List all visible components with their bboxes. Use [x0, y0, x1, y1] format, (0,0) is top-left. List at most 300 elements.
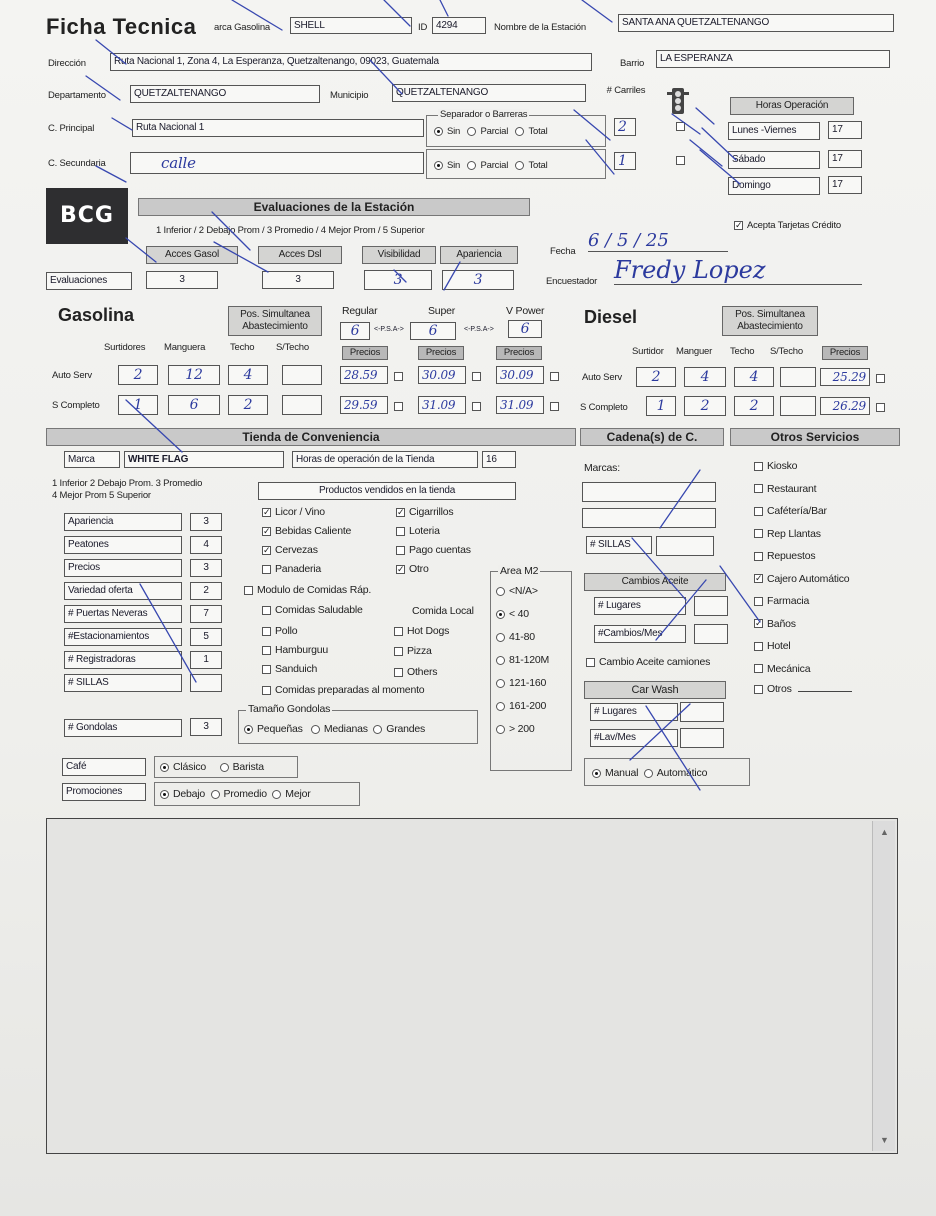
area-option [496, 585, 538, 597]
gas-sc-precio-super[interactable]: 31.09 [418, 396, 466, 414]
hamburgu-label: Hamburguu [275, 644, 329, 656]
manual-label: Manual [605, 767, 639, 779]
debajo-label: Debajo [173, 788, 206, 800]
carwash-type-options [592, 767, 707, 779]
producto-checkbox[interactable]: ✓ [397, 563, 405, 574]
dsl-sc-surtidor[interactable]: 1 [646, 396, 676, 416]
carriles-2-field[interactable]: 1 [614, 152, 636, 170]
otros-checkbox[interactable] [754, 685, 763, 694]
carriles-label: # Carriles [606, 85, 646, 96]
separador-1-total-radio[interactable] [515, 127, 524, 136]
precios-diesel-button[interactable]: Precios [822, 346, 868, 360]
otros-line[interactable] [798, 691, 852, 692]
area-option-label: 81-120M [509, 654, 550, 666]
c-principal-field[interactable]: Ruta Nacional 1 [132, 119, 424, 137]
otro-servicio-item [754, 573, 849, 585]
marcas-field-1[interactable] [582, 482, 716, 502]
producto-item [396, 563, 429, 575]
carriles-1-field[interactable]: 2 [614, 118, 636, 136]
tienda-rating-value[interactable]: 3 [190, 513, 222, 531]
otros-label: Otros [767, 683, 792, 695]
c-secundaria-label: C. Secundaria [48, 158, 106, 169]
otro-servicio-label: Mecánica [767, 662, 811, 675]
encuestador-value[interactable]: Fredy Lopez [614, 256, 862, 285]
clasico-radio[interactable] [160, 763, 169, 772]
area-option [496, 631, 535, 643]
carriles-2-check-wrap [676, 154, 689, 166]
producto-label: Licor / Vino [275, 506, 325, 518]
gas-as-precio-regular[interactable]: 28.59 [340, 366, 388, 384]
promedio-label: Promedio [223, 788, 267, 800]
tienda-rating-value[interactable]: 3 [190, 559, 222, 577]
otro-servicio-label: Cafétería/Bar [767, 505, 827, 517]
cafe-label: Café [62, 758, 146, 776]
gas-as-techo[interactable]: 4 [228, 365, 268, 385]
col-techo-d-label: Techo [730, 346, 755, 357]
gas-sc-stecho[interactable] [282, 395, 322, 415]
dsl-as-manguera[interactable]: 4 [684, 367, 726, 387]
tienda-rating-label: # Puertas Neveras [64, 605, 182, 623]
cafe-options [160, 761, 264, 773]
barista-radio[interactable] [220, 763, 229, 772]
producto-item [262, 525, 351, 537]
notes-textarea[interactable] [46, 818, 898, 1154]
gas-as-chk-1-wrap [394, 370, 407, 382]
separador-2-total-radio[interactable] [515, 161, 524, 170]
otro-servicio-label: Kiosko [767, 460, 798, 472]
cambio-camiones-wrap [586, 656, 710, 668]
producto-checkbox[interactable] [396, 527, 405, 536]
otro-servicio-item [754, 528, 821, 540]
pizza-label: Pizza [407, 645, 432, 657]
otro-servicio-checkbox[interactable]: ✓ [755, 618, 763, 629]
area-option [496, 723, 535, 735]
area-option [496, 654, 549, 666]
psa-label-2: <-P.S.A-> [464, 326, 494, 333]
area-option-label: <N/A> [509, 585, 538, 597]
dsl-sc-techo[interactable]: 2 [734, 396, 774, 416]
col-surtidores-label: Surtidores [104, 342, 146, 353]
domingo-label: Domingo [728, 177, 820, 195]
super-label: Super [428, 305, 456, 317]
gas-as-checkbox-vpower[interactable] [550, 372, 559, 381]
fecha-value[interactable]: 6 / 5 / 25 [588, 230, 728, 252]
tienda-rating-value[interactable]: 7 [190, 605, 222, 623]
others-label: Others [407, 666, 438, 678]
dsl-auto-serv-label: Auto Serv [582, 372, 622, 383]
diesel-title: Diesel [584, 307, 638, 327]
apariencia-value[interactable]: 3 [442, 270, 514, 290]
gas-as-checkbox-regular[interactable] [394, 372, 403, 381]
area-radio[interactable] [496, 725, 505, 734]
producto-checkbox[interactable] [262, 565, 271, 574]
acces-dsl-value[interactable]: 3 [262, 271, 334, 289]
hot-dogs-label: Hot Dogs [407, 625, 450, 637]
estacion-field[interactable]: SANTA ANA QUETZALTENANGO [618, 14, 894, 32]
precios-vpower-button[interactable]: Precios [496, 346, 542, 360]
promedio-radio[interactable] [211, 790, 220, 799]
carriles-1-checkbox[interactable] [676, 122, 685, 131]
tienda-rating-value[interactable]: 2 [190, 582, 222, 600]
dsl-sc-stecho[interactable] [780, 396, 816, 416]
comidas-saludable-checkbox[interactable] [262, 606, 271, 615]
dsl-as-chk-wrap [876, 372, 889, 384]
comidas-preparadas-label: Comidas preparadas al momento [275, 684, 425, 696]
gas-sc-precio-regular[interactable]: 29.59 [340, 396, 388, 414]
tienda-rating-label: # Registradoras [64, 651, 182, 669]
area-radio[interactable] [496, 633, 505, 642]
tienda-rating-value[interactable]: 1 [190, 651, 222, 669]
producto-item [262, 544, 318, 556]
tienda-scale-line-1: 1 Inferior 2 Debajo Prom. 3 Promedio [52, 478, 203, 489]
barista-label: Barista [232, 761, 264, 773]
c-secundaria-field[interactable]: calle [130, 152, 424, 174]
otro-servicio-item [754, 595, 809, 607]
gas-sc-checkbox-regular[interactable] [394, 402, 403, 411]
psa-label-1: <-P.S.A-> [374, 326, 404, 333]
separador-1-sin-radio[interactable] [434, 127, 443, 136]
debajo-radio[interactable] [160, 790, 169, 799]
acces-gasol-button[interactable]: Acces Gasol [146, 246, 238, 264]
otro-servicio-checkbox[interactable] [754, 552, 763, 561]
cadena-sillas-field[interactable] [656, 536, 714, 556]
pollo-checkbox[interactable] [262, 627, 271, 636]
carriles-2-checkbox[interactable] [676, 156, 685, 165]
gas-sc-checkbox-super[interactable] [472, 402, 481, 411]
otro-servicio-checkbox[interactable] [754, 507, 763, 516]
gas-as-precio-vpower[interactable]: 30.09 [496, 366, 544, 384]
carwash-lugares-label: # Lugares [590, 703, 678, 721]
modulo-wrap [244, 584, 371, 596]
otro-servicio-checkbox[interactable]: ✓ [755, 573, 763, 584]
gas-s-completo-label: S Completo [52, 400, 100, 411]
tienda-rating-label: Apariencia [64, 513, 182, 531]
dsl-sc-chk-wrap [876, 401, 889, 413]
vpower-label: V Power [506, 305, 545, 317]
producto-checkbox[interactable]: ✓ [263, 544, 271, 555]
id-field[interactable]: 4294 [432, 17, 486, 34]
others-wrap [394, 666, 437, 678]
cambios-aceite-button[interactable]: Cambios Aceite [584, 573, 726, 591]
lav-mes-field[interactable] [680, 728, 724, 748]
otro-servicio-checkbox[interactable] [754, 664, 763, 673]
sanduich-wrap [262, 663, 317, 675]
otro-servicio-checkbox[interactable] [754, 642, 763, 651]
tienda-horas-field[interactable]: 16 [482, 451, 516, 468]
domingo-field[interactable]: 17 [828, 176, 862, 194]
precios-regular-button[interactable]: Precios [342, 346, 388, 360]
barrio-label: Barrio [620, 58, 645, 69]
cadena-sillas-label: # SILLAS [586, 536, 652, 554]
tienda-marca-field[interactable]: WHITE FLAG [124, 451, 284, 468]
gas-as-chk-3-wrap [550, 370, 563, 382]
pizza-wrap [394, 645, 432, 657]
dsl-s-completo-label: S Completo [580, 402, 628, 413]
otro-servicio-item [754, 550, 815, 562]
area-option [496, 677, 546, 689]
marcas-label: Marcas: [584, 462, 620, 474]
producto-label: Cigarrillos [409, 506, 454, 518]
producto-item [396, 506, 453, 518]
cadena-title: Cadena(s) de C. [580, 428, 724, 446]
dsl-sc-checkbox[interactable] [876, 403, 885, 412]
gasolina-pos-sim-button[interactable]: Pos. Simultanea Abastecimiento [228, 306, 322, 336]
pollo-label: Pollo [275, 625, 298, 637]
clasico-label: Clásico [173, 761, 207, 773]
area-title: Area M2 [500, 565, 539, 577]
scroll-down-arrow-icon[interactable]: ▼ [880, 1135, 889, 1145]
comidas-saludable-label: Comidas Saludable [275, 604, 363, 616]
tienda-title: Tienda de Conveniencia [46, 428, 576, 446]
dsl-as-checkbox[interactable] [876, 374, 885, 383]
producto-checkbox[interactable] [396, 546, 405, 555]
gas-sc-manguera[interactable]: 6 [168, 395, 220, 415]
otro-servicio-label: Repuestos [767, 550, 816, 562]
comidas-preparadas-checkbox[interactable] [262, 686, 271, 695]
lav-mes-label: #Lav/Mes [590, 729, 678, 747]
gas-sc-techo[interactable]: 2 [228, 395, 268, 415]
promociones-options [160, 788, 311, 800]
hamburgu-wrap [262, 644, 328, 656]
carriles-1-check-wrap [676, 120, 689, 132]
area-radio[interactable] [496, 587, 505, 596]
separador-label: Separador o Barreras [440, 109, 528, 120]
medianas-label: Medianas [323, 723, 368, 735]
dsl-sc-precio[interactable]: 26.29 [820, 397, 870, 415]
hot-dogs-wrap [394, 625, 449, 637]
otro-servicio-checkbox[interactable] [754, 529, 763, 538]
dsl-as-precio[interactable]: 25.29 [820, 368, 870, 386]
separador-2-sin-radio[interactable] [434, 161, 443, 170]
acepta-tarjetas-checkbox[interactable]: ✓ [735, 219, 743, 230]
bcg-logo: BCG [46, 188, 128, 244]
fecha-label: Fecha [550, 246, 576, 257]
acepta-tarjetas-label: Acepta Tarjetas Crédito [747, 220, 841, 231]
marcas-field-2[interactable] [582, 508, 716, 528]
otro-servicio-item [754, 640, 791, 652]
separador-2-options [434, 160, 548, 171]
dsl-as-techo[interactable]: 4 [734, 367, 774, 387]
tienda-rating-value[interactable] [190, 674, 222, 692]
gas-as-stecho[interactable] [282, 365, 322, 385]
gas-sc-surtidores[interactable]: 1 [118, 395, 158, 415]
otro-servicio-checkbox[interactable] [754, 462, 763, 471]
producto-label: Otro [409, 563, 429, 575]
others-checkbox[interactable] [394, 668, 403, 677]
otro-servicio-checkbox[interactable] [754, 484, 763, 493]
sanduich-checkbox[interactable] [262, 665, 271, 674]
pequenas-radio[interactable] [244, 725, 253, 734]
vpower-value[interactable]: 6 [508, 320, 542, 338]
dsl-as-stecho[interactable] [780, 367, 816, 387]
cambio-camiones-label: Cambio Aceite camiones [599, 656, 711, 668]
parcial-label: Parcial [480, 126, 509, 137]
producto-label: Panaderia [275, 563, 322, 575]
regular-value[interactable]: 6 [340, 322, 370, 340]
gas-as-surtidores[interactable]: 2 [118, 365, 158, 385]
col-stecho-label: S/Techo [276, 342, 309, 353]
area-option-label: 121-160 [509, 677, 547, 689]
notes-scrollbar[interactable] [872, 821, 895, 1151]
hot-dogs-checkbox[interactable] [394, 627, 403, 636]
tienda-rating-label: # SILLAS [64, 674, 182, 692]
otro-servicio-checkbox[interactable] [754, 597, 763, 606]
comidas-preparadas-wrap [262, 684, 424, 696]
separador-1-options [434, 126, 548, 137]
producto-checkbox[interactable]: ✓ [263, 506, 271, 517]
grandes-radio[interactable] [373, 725, 382, 734]
departamento-field[interactable]: QUETZALTENANGO [130, 85, 320, 103]
gas-sc-chk-1-wrap [394, 400, 407, 412]
otros-servicios-title: Otros Servicios [730, 428, 900, 446]
mejor-label: Mejor [285, 788, 311, 800]
producto-label: Cervezas [275, 544, 318, 556]
col-techo-label: Techo [230, 342, 255, 353]
manual-radio[interactable] [592, 769, 601, 778]
comidas-saludable-wrap [262, 604, 363, 616]
tienda-rating-label: Variedad oferta [64, 582, 182, 600]
otro-servicio-item [754, 483, 816, 495]
separador-1-parcial-radio[interactable] [467, 127, 476, 136]
automatico-radio[interactable] [644, 769, 653, 778]
visibilidad-value[interactable]: 3 [364, 270, 432, 290]
otro-servicio-item [754, 505, 827, 517]
otro-servicio-label: Restaurant [767, 482, 817, 495]
direccion-label: Dirección [48, 58, 86, 69]
otro-servicio-label: Farmacia [767, 595, 810, 607]
area-option [496, 700, 546, 712]
producto-label: Pago cuentas [409, 544, 471, 556]
hamburgu-checkbox[interactable] [262, 646, 271, 655]
municipio-field[interactable]: QUETZALTENANGO [392, 84, 586, 102]
super-value[interactable]: 6 [410, 322, 456, 340]
cambios-mes-label: #Cambios/Mes [594, 625, 686, 643]
visibilidad-button[interactable]: Visibilidad [362, 246, 436, 264]
medianas-radio[interactable] [311, 725, 320, 734]
cambios-mes-field[interactable] [694, 624, 728, 644]
gas-as-chk-2-wrap [472, 370, 485, 382]
col-stecho-d-label: S/Techo [770, 346, 803, 357]
diesel-pos-sim-button[interactable]: Pos. Simultanea Abastecimiento [722, 306, 818, 336]
c-principal-label: C. Principal [48, 123, 95, 134]
municipio-label: Municipio [330, 90, 369, 101]
otro-servicio-item [754, 663, 810, 675]
area-radio[interactable] [496, 679, 505, 688]
tienda-rating-value[interactable]: 5 [190, 628, 222, 646]
horas-operacion-button[interactable]: Horas Operación [730, 97, 854, 115]
car-wash-button[interactable]: Car Wash [584, 681, 726, 699]
sabado-field[interactable]: 17 [828, 150, 862, 168]
dsl-as-surtidor[interactable]: 2 [636, 367, 676, 387]
acces-dsl-button[interactable]: Acces Dsl [258, 246, 342, 264]
area-radio[interactable] [496, 610, 505, 619]
separador-2-parcial-radio[interactable] [467, 161, 476, 170]
gas-sc-precio-vpower[interactable]: 31.09 [496, 396, 544, 414]
producto-item [262, 563, 321, 575]
otro-servicio-label: Hotel [767, 640, 791, 652]
sin-label: Sin [447, 126, 461, 137]
estacion-label: Nombre de la Estación [494, 22, 586, 33]
tienda-rating-label: #Estacionamientos [64, 628, 182, 646]
productos-title: Productos vendidos en la tienda [258, 482, 516, 500]
area-option-label: 41-80 [509, 631, 535, 643]
barrio-field[interactable]: LA ESPERANZA [656, 50, 890, 68]
carwash-lugares-field[interactable] [680, 702, 724, 722]
otro-servicio-item [754, 618, 796, 630]
evaluaciones-title: Evaluaciones de la Estación [138, 198, 530, 216]
pizza-checkbox[interactable] [394, 647, 403, 656]
mejor-radio[interactable] [272, 790, 281, 799]
sanduich-label: Sanduich [275, 663, 318, 675]
tienda-scale [52, 478, 202, 502]
lunes-viernes-field[interactable]: 17 [828, 121, 862, 139]
sin-label: Sin [447, 160, 461, 171]
col-surtidor-label: Surtidor [632, 346, 664, 357]
apariencia-button[interactable]: Apariencia [440, 246, 518, 264]
otro-servicio-label: Baños [767, 617, 796, 630]
gas-as-precio-super[interactable]: 30.09 [418, 366, 466, 384]
producto-item [396, 525, 440, 537]
tienda-rating-label: Precios [64, 559, 182, 577]
encuestador-label: Encuestador [546, 276, 598, 287]
aceite-lugares-label: # Lugares [594, 597, 686, 615]
cambio-camiones-checkbox[interactable] [586, 658, 595, 667]
area-group [490, 571, 572, 771]
area-radio[interactable] [496, 656, 505, 665]
tienda-horas-label: Horas de operación de la Tienda [292, 451, 478, 468]
acces-gasol-value[interactable]: 3 [146, 271, 218, 289]
area-radio[interactable] [496, 702, 505, 711]
gas-as-manguera[interactable]: 12 [168, 365, 220, 385]
gas-sc-checkbox-vpower[interactable] [550, 402, 559, 411]
departamento-label: Departamento [48, 90, 106, 101]
gas-as-checkbox-super[interactable] [472, 372, 481, 381]
pollo-wrap [262, 625, 297, 637]
automatico-label: Automático [656, 767, 708, 779]
scroll-up-arrow-icon[interactable]: ▲ [880, 827, 889, 837]
tamano-options [244, 723, 425, 735]
tienda-scale-line-2: 4 Mejor Prom 5 Superior [52, 490, 151, 501]
regular-label: Regular [342, 305, 378, 317]
gas-auto-serv-label: Auto Serv [52, 370, 92, 381]
promociones-label: Promociones [62, 783, 146, 801]
page-title: Ficha Tecnica [46, 14, 197, 39]
col-manguera-label: Manguera [164, 342, 206, 353]
tienda-rating-value[interactable]: 4 [190, 536, 222, 554]
sabado-label: Sábado [728, 151, 820, 169]
total-label: Total [528, 126, 548, 137]
aceite-lugares-field[interactable] [694, 596, 728, 616]
tienda-rating-label: Peatones [64, 536, 182, 554]
precios-super-button[interactable]: Precios [418, 346, 464, 360]
gas-sc-chk-2-wrap [472, 400, 485, 412]
direccion-field[interactable]: Ruta Nacional 1, Zona 4, La Esperanza, Quetzaltenango, 09023, Guatemala [110, 53, 592, 71]
comida-local-label: Comida Local [412, 605, 474, 617]
modulo-checkbox[interactable] [244, 586, 253, 595]
evaluaciones-row-label: Evaluaciones [46, 272, 132, 290]
producto-item [262, 506, 325, 518]
parcial-label: Parcial [480, 160, 509, 171]
grandes-label: Grandes [386, 723, 426, 735]
traffic-light-icon [666, 86, 690, 119]
dsl-sc-manguera[interactable]: 2 [684, 396, 726, 416]
producto-checkbox[interactable]: ✓ [263, 525, 271, 536]
pequenas-label: Pequeñas [257, 723, 303, 735]
gondolas-field[interactable]: 3 [190, 718, 222, 736]
marca-gasolina-field[interactable]: SHELL [290, 17, 412, 34]
otros-wrap [754, 683, 852, 695]
producto-checkbox[interactable]: ✓ [397, 506, 405, 517]
